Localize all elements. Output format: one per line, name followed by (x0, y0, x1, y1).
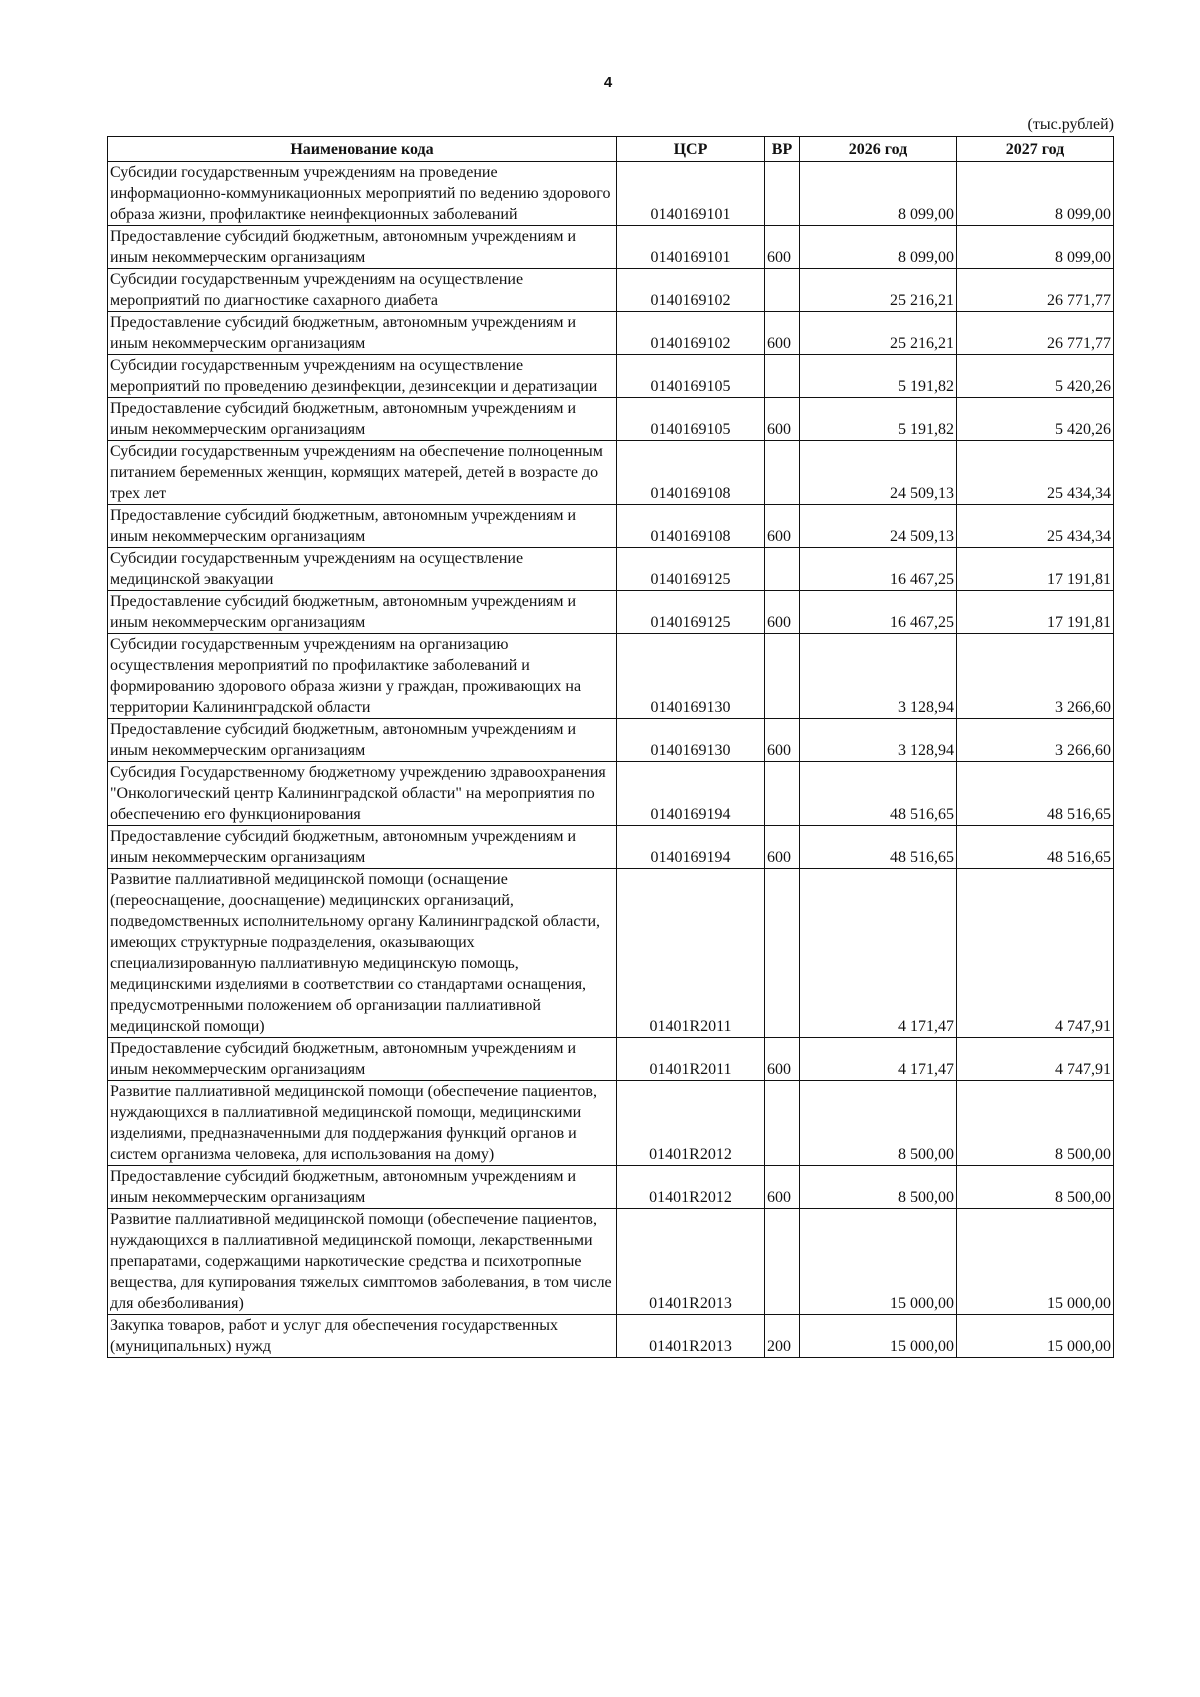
cell-vr (765, 1209, 800, 1315)
cell-name: Развитие паллиативной медицинской помощи (оснащение (переоснащение, дооснащение) медицинских организаций, подведомственных исполнительному органу Калининградской области, имеющих структурные подразделения, оказывающих специализированную паллиативную медицинскую помощь, медицинскими изделиями в соответствии со стандартами оснащения, предусмотренными положением об организации паллиативной медицинской помощи) (108, 869, 617, 1038)
cell-name: Субсидии государственным учреждениям на осуществление мероприятий по диагностике сахарного диабета (108, 269, 617, 312)
cell-2027: 15 000,00 (957, 1209, 1114, 1315)
table-body (108, 162, 1114, 1358)
table-row (108, 226, 1114, 269)
cell-name: Субсидии государственным учреждениям на обеспечение полноценным питанием беременных женщин, кормящих матерей, детей в возрасте до трех лет (108, 441, 617, 505)
cell-2027: 25 434,34 (957, 441, 1114, 505)
cell-csr: 0140169108 (617, 441, 765, 505)
cell-2027: 25 434,34 (957, 505, 1114, 548)
cell-vr (765, 355, 800, 398)
cell-name: Развитие паллиативной медицинской помощи (обеспечение пациентов, нуждающихся в паллиативной медицинской помощи, лекарственными препаратами, содержащими наркотические средства и психотропные вещества, для купирования тяжелых симптомов заболевания, в том числе для обезболивания) (108, 1209, 617, 1315)
cell-2027: 17 191,81 (957, 591, 1114, 634)
cell-csr: 0140169101 (617, 226, 765, 269)
table-row (108, 826, 1114, 869)
cell-csr: 0140169130 (617, 719, 765, 762)
cell-2027: 17 191,81 (957, 548, 1114, 591)
cell-name: Субсидия Государственному бюджетному учреждению здравоохранения "Онкологический центр Калининградской области" на мероприятия по обеспечению его функционирования (108, 762, 617, 826)
cell-vr (765, 1081, 800, 1166)
cell-vr: 600 (765, 591, 800, 634)
cell-vr: 600 (765, 826, 800, 869)
table-row (108, 1166, 1114, 1209)
cell-2027: 26 771,77 (957, 312, 1114, 355)
cell-csr: 0140169194 (617, 762, 765, 826)
cell-2027: 3 266,60 (957, 719, 1114, 762)
cell-2026: 25 216,21 (800, 269, 957, 312)
table-row (108, 398, 1114, 441)
table-row (108, 1038, 1114, 1081)
cell-vr (765, 269, 800, 312)
cell-2026: 4 171,47 (800, 869, 957, 1038)
cell-name: Развитие паллиативной медицинской помощи (обеспечение пациентов, нуждающихся в паллиативной медицинской помощи, медицинскими изделиями, предназначенными для поддержания функций органов и систем организма человека, для использования на дому) (108, 1081, 617, 1166)
cell-2026: 24 509,13 (800, 441, 957, 505)
cell-2026: 25 216,21 (800, 312, 957, 355)
cell-csr: 0140169101 (617, 162, 765, 226)
cell-csr: 0140169130 (617, 634, 765, 719)
cell-vr: 200 (765, 1315, 800, 1358)
cell-2026: 8 500,00 (800, 1081, 957, 1166)
cell-name: Предоставление субсидий бюджетным, автономным учреждениям и иным некоммерческим организациям (108, 826, 617, 869)
cell-2026: 4 171,47 (800, 1038, 957, 1081)
cell-2027: 8 500,00 (957, 1081, 1114, 1166)
cell-name: Субсидии государственным учреждениям на организацию осуществления мероприятий по профилактике заболеваний и формированию здорового образа жизни у граждан, проживающих на территории Калининградской области (108, 634, 617, 719)
cell-2027: 4 747,91 (957, 869, 1114, 1038)
cell-2026: 16 467,25 (800, 548, 957, 591)
cell-2026: 24 509,13 (800, 505, 957, 548)
cell-name: Предоставление субсидий бюджетным, автономным учреждениям и иным некоммерческим организациям (108, 591, 617, 634)
cell-name: Предоставление субсидий бюджетным, автономным учреждениям и иным некоммерческим организациям (108, 398, 617, 441)
cell-vr (765, 634, 800, 719)
cell-csr: 01401R2011 (617, 869, 765, 1038)
header-name: Наименование кода (108, 137, 617, 162)
cell-csr: 0140169125 (617, 591, 765, 634)
budget-table (107, 136, 1114, 1358)
cell-name: Субсидии государственным учреждениям на осуществление мероприятий по проведению дезинфекции, дезинсекции и дератизации (108, 355, 617, 398)
cell-vr: 600 (765, 226, 800, 269)
cell-2026: 16 467,25 (800, 591, 957, 634)
cell-csr: 01401R2012 (617, 1081, 765, 1166)
cell-vr (765, 869, 800, 1038)
table-row (108, 869, 1114, 1038)
cell-name: Субсидии государственным учреждениям на проведение информационно-коммуникационных мероприятий по ведению здорового образа жизни, профилактике неинфекционных заболеваний (108, 162, 617, 226)
header-year-2027: 2027 год (957, 137, 1114, 162)
cell-2026: 48 516,65 (800, 826, 957, 869)
cell-2027: 26 771,77 (957, 269, 1114, 312)
table-row (108, 441, 1114, 505)
cell-2026: 3 128,94 (800, 719, 957, 762)
cell-csr: 01401R2013 (617, 1209, 765, 1315)
cell-2027: 15 000,00 (957, 1315, 1114, 1358)
table-row (108, 762, 1114, 826)
cell-2027: 4 747,91 (957, 1038, 1114, 1081)
cell-vr (765, 548, 800, 591)
table-header-row (108, 137, 1114, 162)
cell-name: Предоставление субсидий бюджетным, автономным учреждениям и иным некоммерческим организациям (108, 312, 617, 355)
cell-csr: 0140169108 (617, 505, 765, 548)
cell-2026: 3 128,94 (800, 634, 957, 719)
header-csr: ЦСР (617, 137, 765, 162)
cell-2026: 5 191,82 (800, 398, 957, 441)
page-number: 4 (603, 74, 613, 91)
cell-name: Предоставление субсидий бюджетным, автономным учреждениям и иным некоммерческим организациям (108, 719, 617, 762)
table-row (108, 355, 1114, 398)
table-row (108, 634, 1114, 719)
table-row (108, 312, 1114, 355)
table-row (108, 1081, 1114, 1166)
cell-2027: 48 516,65 (957, 826, 1114, 869)
cell-name: Предоставление субсидий бюджетным, автономным учреждениям и иным некоммерческим организациям (108, 226, 617, 269)
cell-2027: 8 500,00 (957, 1166, 1114, 1209)
header-vr: ВР (765, 137, 800, 162)
cell-csr: 01401R2011 (617, 1038, 765, 1081)
cell-2026: 15 000,00 (800, 1315, 957, 1358)
table-row (108, 162, 1114, 226)
cell-2027: 8 099,00 (957, 226, 1114, 269)
cell-vr (765, 762, 800, 826)
table-row (108, 591, 1114, 634)
units-label: (тыс.рублей) (1027, 116, 1114, 133)
cell-csr: 01401R2013 (617, 1315, 765, 1358)
cell-name: Закупка товаров, работ и услуг для обеспечения государственных (муниципальных) нужд (108, 1315, 617, 1358)
cell-vr: 600 (765, 719, 800, 762)
cell-name: Субсидии государственным учреждениям на осуществление медицинской эвакуации (108, 548, 617, 591)
cell-2027: 5 420,26 (957, 398, 1114, 441)
cell-name: Предоставление субсидий бюджетным, автономным учреждениям и иным некоммерческим организациям (108, 1038, 617, 1081)
cell-csr: 0140169102 (617, 269, 765, 312)
cell-vr (765, 441, 800, 505)
cell-vr: 600 (765, 505, 800, 548)
cell-name: Предоставление субсидий бюджетным, автономным учреждениям и иным некоммерческим организациям (108, 505, 617, 548)
cell-vr: 600 (765, 398, 800, 441)
cell-csr: 0140169105 (617, 398, 765, 441)
table-row (108, 1315, 1114, 1358)
cell-2026: 8 500,00 (800, 1166, 957, 1209)
cell-csr: 0140169102 (617, 312, 765, 355)
cell-2026: 8 099,00 (800, 226, 957, 269)
cell-2027: 8 099,00 (957, 162, 1114, 226)
cell-2026: 48 516,65 (800, 762, 957, 826)
cell-2026: 15 000,00 (800, 1209, 957, 1315)
cell-csr: 0140169105 (617, 355, 765, 398)
cell-vr: 600 (765, 312, 800, 355)
cell-2026: 5 191,82 (800, 355, 957, 398)
cell-vr: 600 (765, 1038, 800, 1081)
table-row (108, 1209, 1114, 1315)
table-row (108, 548, 1114, 591)
cell-name: Предоставление субсидий бюджетным, автономным учреждениям и иным некоммерческим организациям (108, 1166, 617, 1209)
cell-vr: 600 (765, 1166, 800, 1209)
table-row (108, 505, 1114, 548)
header-year-2026: 2026 год (800, 137, 957, 162)
cell-2027: 48 516,65 (957, 762, 1114, 826)
cell-2027: 3 266,60 (957, 634, 1114, 719)
cell-csr: 0140169125 (617, 548, 765, 591)
cell-vr (765, 162, 800, 226)
cell-2026: 8 099,00 (800, 162, 957, 226)
table-row (108, 269, 1114, 312)
cell-2027: 5 420,26 (957, 355, 1114, 398)
table-row (108, 719, 1114, 762)
cell-csr: 01401R2012 (617, 1166, 765, 1209)
cell-csr: 0140169194 (617, 826, 765, 869)
